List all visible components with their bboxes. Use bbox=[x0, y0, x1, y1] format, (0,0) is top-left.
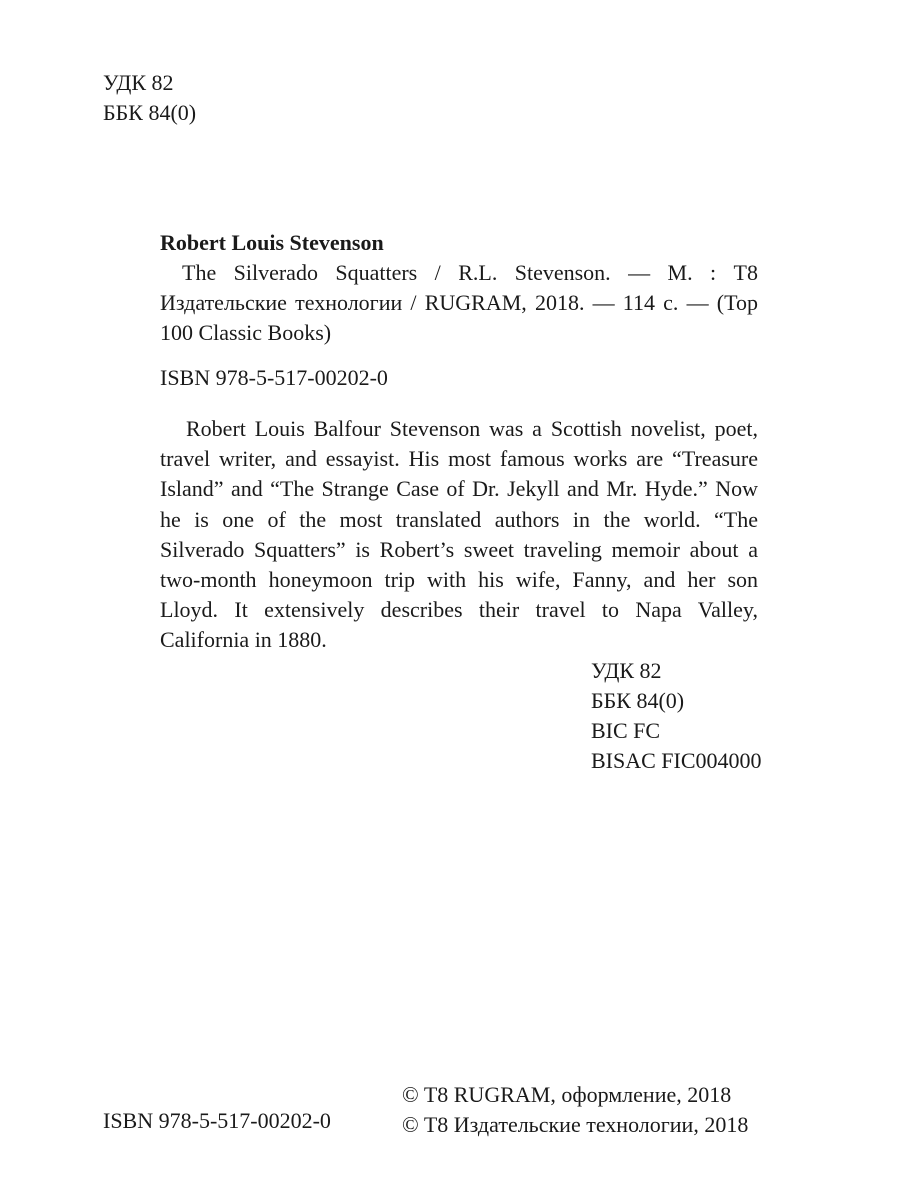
classification-codes bbox=[591, 656, 762, 776]
copyright-line: © T8 Издательские технологии, 2018 bbox=[402, 1112, 749, 1137]
bbk-code: ББК 84(0) bbox=[103, 100, 197, 125]
bic-code: BIC FC bbox=[591, 718, 661, 743]
udk-code: УДК 82 bbox=[591, 658, 662, 683]
book-annotation: Robert Louis Balfour Stevenson was a Scottish novelist, poet, travel writer, and essayist. His most famous works are “Treasure Island” and “The Strange Case of Dr. Jekyll and Mr. Hyde.” Now he is one of the most translated authors in the world. “The Silverado Squatters” is Robert’s sweet traveling memoir about a two-month honeymoon trip with his wife, Fanny, and her son Lloyd. It extensively describes their travel to Napa Valley, California in 1880. bbox=[160, 416, 758, 653]
udk-code: УДК 82 bbox=[103, 70, 174, 95]
bibliographic-reference: The Silverado Squatters / R.L. Stevenson. — М. : T8 Издательские технологии / RUGRAM, 2018. — 114 с. — (Top 100 Classic Books) bbox=[160, 260, 758, 345]
top-classification-codes bbox=[103, 68, 196, 128]
footer-isbn: ISBN 978-5-517-00202-0 bbox=[103, 1108, 331, 1133]
bbk-code: ББК 84(0) bbox=[591, 688, 685, 713]
bibliographic-entry bbox=[160, 228, 758, 348]
copyright-block bbox=[402, 1080, 748, 1140]
copyright-line: © T8 RUGRAM, оформление, 2018 bbox=[402, 1082, 732, 1107]
author-name: Robert Louis Stevenson bbox=[160, 230, 384, 255]
bisac-code: BISAC FIC004000 bbox=[591, 748, 762, 773]
isbn-entry: ISBN 978-5-517-00202-0 bbox=[160, 365, 388, 390]
